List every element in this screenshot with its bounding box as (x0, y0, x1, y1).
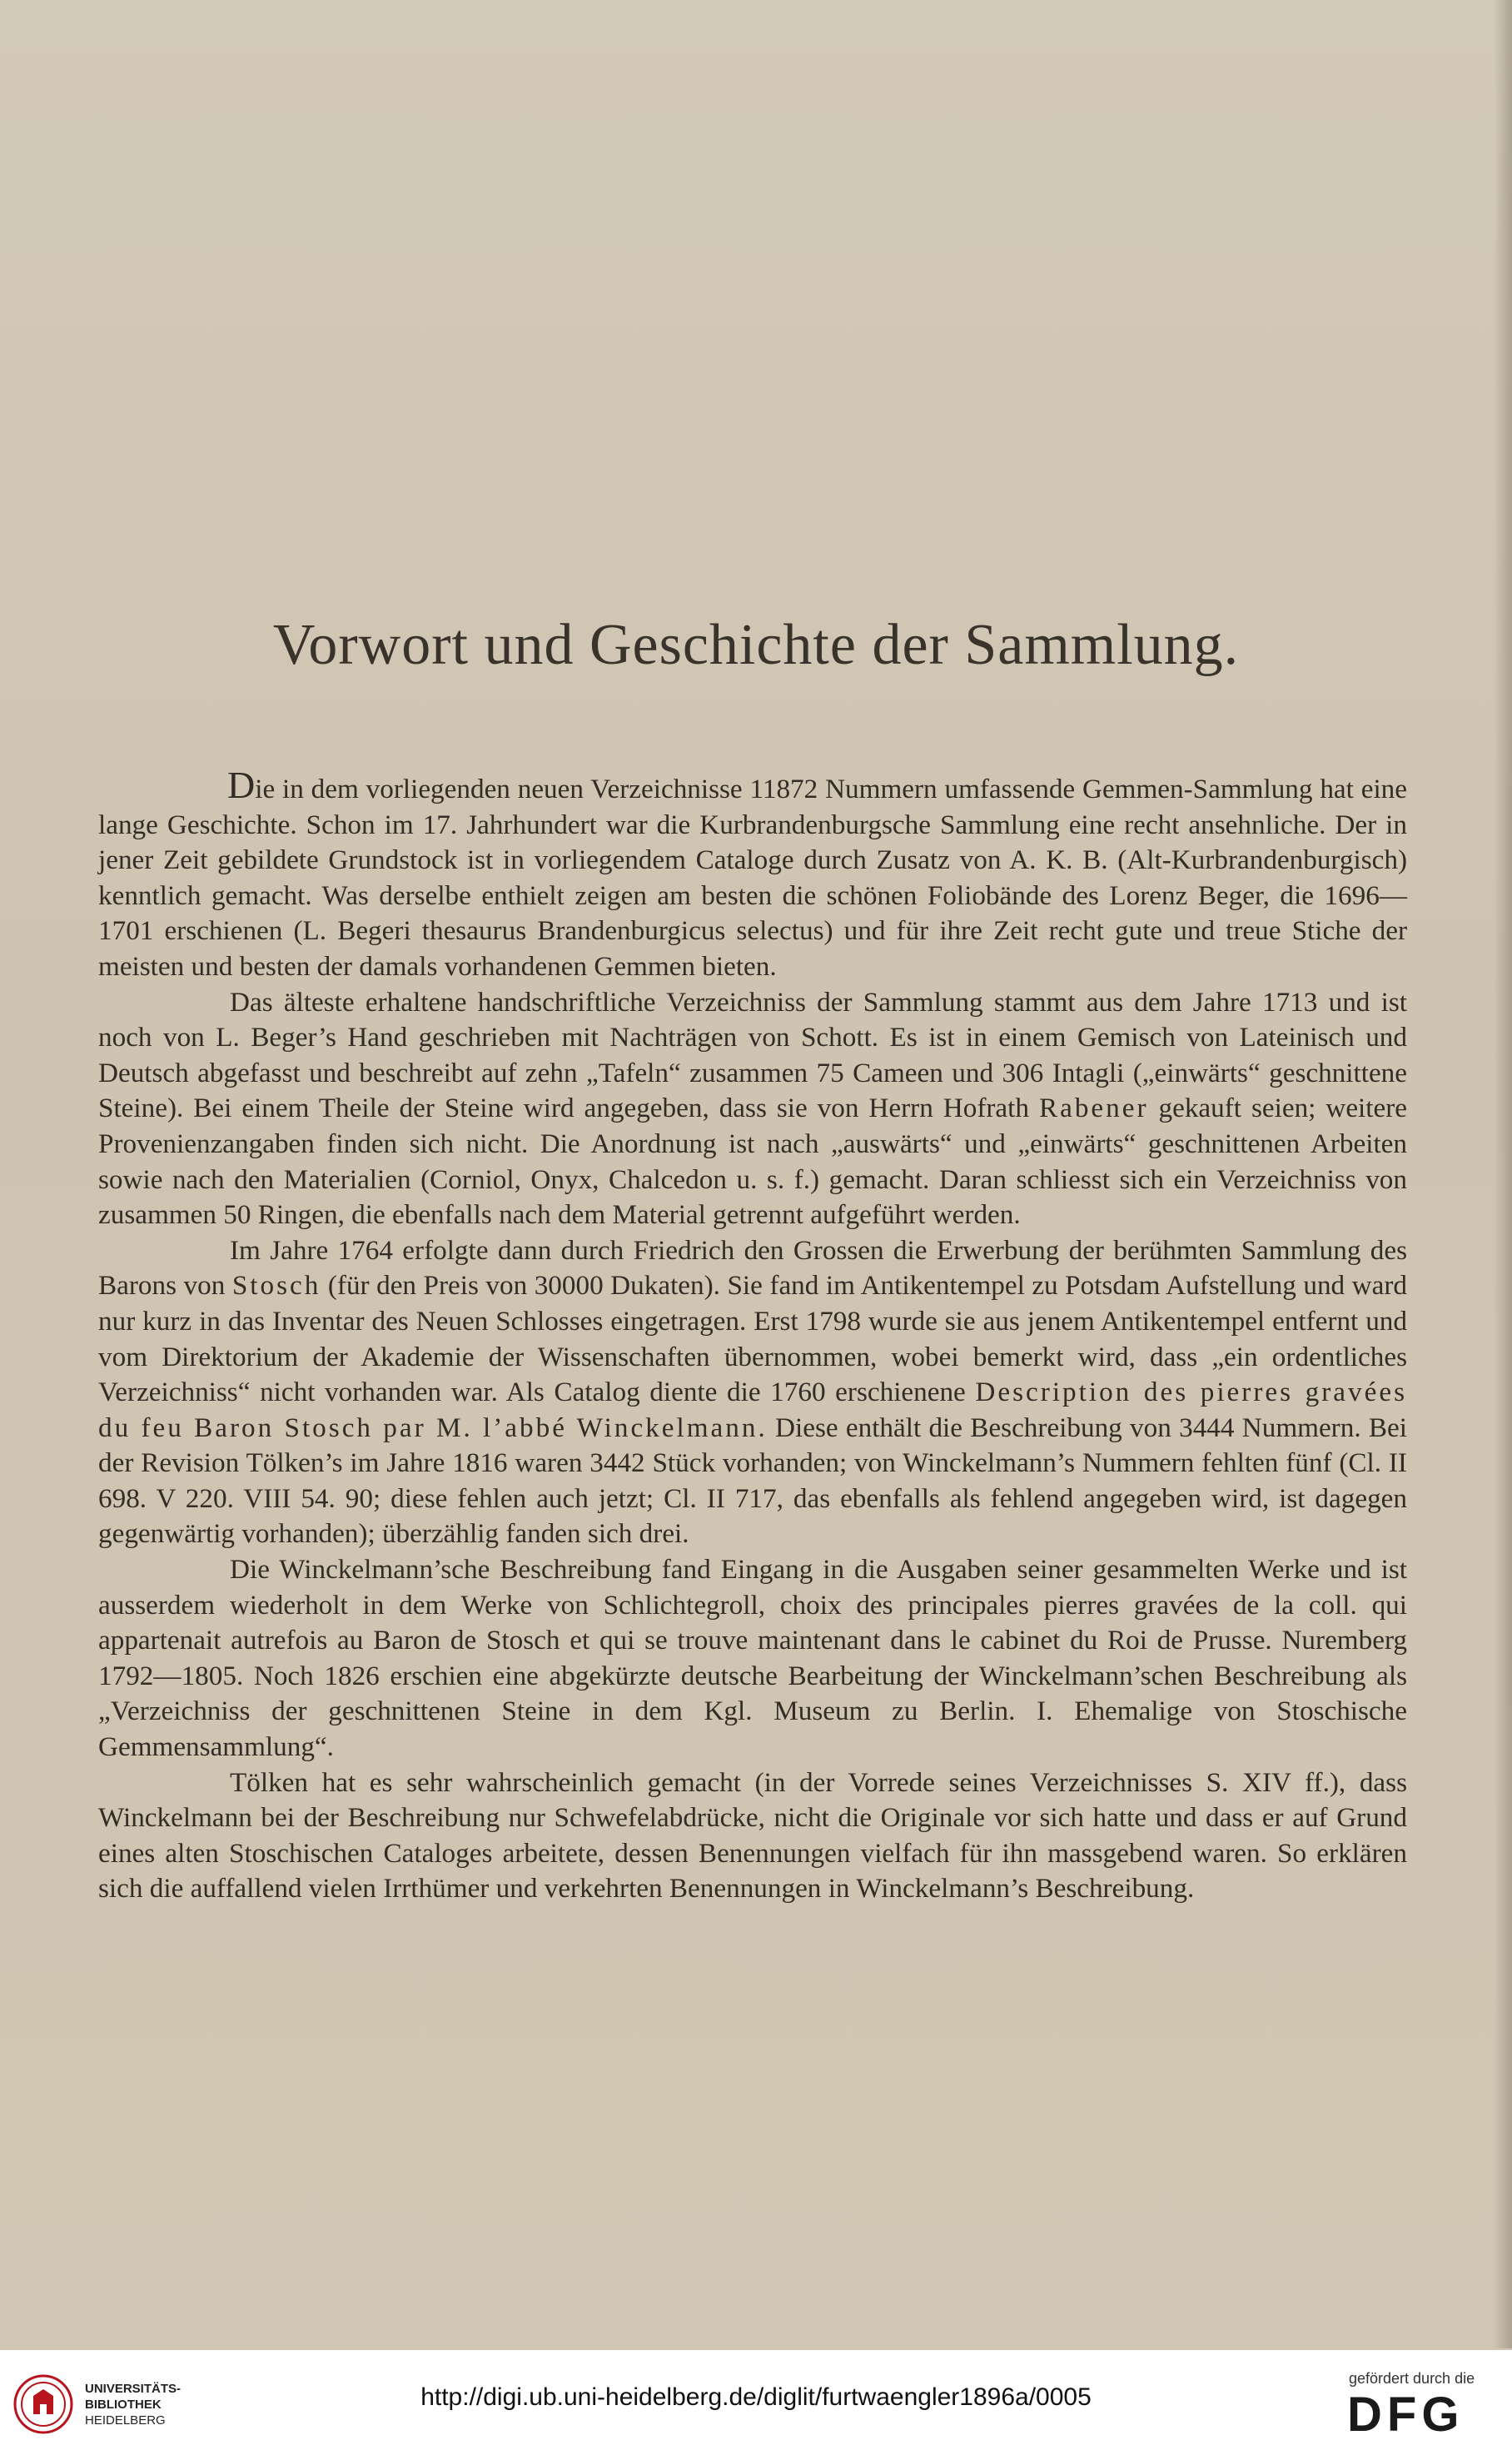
text-run: ie in dem vorliegenden neuen Verzeichnisse 11872 Nummern umfassende Gemmen-Sammlung hat eine lange Geschichte. Schon im 17. Jahrhundert war die Kurbrandenburgsche Sammlung eine recht ansehnliche. Der in jener Zeit gebildete Grundstock ist in vorliegendem Cataloge durch Zusatz von A. K. B. (Alt-Kurbrandenburgisch) kenntlich gemacht. Was derselbe enthielt zeigen am besten die schönen Foliobände des Lorenz Beger, die 1696—1701 erschienen (L. Begeri thesaurus Brandenburgicus selectus) und für ihre Zeit recht gute und treue Stiche der meisten und besten der damals vorhandenen Gemmen bieten. (98, 774, 1407, 982)
spaced-name: Stosch (231, 1270, 321, 1302)
text-run: Tölken hat es sehr wahrscheinlich gemacht (in der Vorrede seines Verzeichnisses S. XIV ff.), dass Winckelmann bei der Beschreibung nur Schwefelabdrücke, nicht die Originale vor sich hatte und dass er auf Grund eines alten Stoschischen Cataloges arbeitete, dessen Benennungen vielfach für ihn massgebend waren. So erklären sich die auffallend vielen Irrthümer und verkehrten Benennungen in Winckelmann’s Beschreibung. (98, 1766, 1407, 1905)
paragraph (98, 985, 1407, 1233)
paragraph (98, 1552, 1407, 1765)
page-title: Vorwort und Geschichte der Sammlung. (272, 613, 1240, 677)
spaced-name: Description des pierres gravées du feu Baron Stosch par M. l’abbé Winckelmann. (98, 1377, 1407, 1443)
text-run: Diese enthält die Beschreibung von 3444 Nummern. Bei der Revision Tölken’s im Jahre 1816 waren 3442 Stück vorhanden; von Winckelmann’s Nummern fehlten fünf (Cl. II 698. V 220. VIII 54. 90; diese fehlen auch jetzt; Cl. II 717, das ebenfalls als fehlend angegeben wird, ist dagegen gegenwärtig vorhanden); überzählig fanden sich drei. (98, 1412, 1407, 1550)
text-run: Die Winckelmann’sche Beschreibung fand Eingang in die Ausgaben seiner gesammelten Werke und ist ausserdem wiederholt in dem Werke von Schlichtegroll, choix des principales pierres gravées de la coll. qui appartenait autrefois au Baron de Stosch et qui se trouve maintenant dans le cabinet du Roi de Prusse. Nuremberg 1792—1805. Noch 1826 erschien eine abgekürzte deutsche Bearbeitung der Winckelmann’schen Beschreibung als „Verzeichniss der geschnittenen Steine in dem Kgl. Museum zu Berlin. I. Ehemalige von Stoschische Gemmensammlung“. (98, 1554, 1407, 1763)
text-run: Das älteste erhaltene handschriftliche Verzeichniss der Sammlung stammt aus dem Jahre 1713 und ist noch von L. Beger’s Hand geschrieben mit Nachträgen von Schott. Es ist in einem Gemisch von Lateinisch und Deutsch abgefasst und beschreibt auf zehn „Tafeln“ zusammen 75 Cameen und 306 Intagli („einwärts“ geschnittene Steine). Bei einem Theile der Steine wird angegeben, dass sie von Herrn Hofrath (98, 986, 1407, 1124)
paragraph (98, 1765, 1407, 1907)
library-line-2: BIBLIOTHEK (85, 2397, 162, 2412)
body-text (98, 766, 1407, 1907)
text-run: (für den Preis von 30000 Dukaten). Sie fand im Antikentempel zu Potsdam Aufstellung und ward nur kurz in das Inventar des Neuen Schlosses eingetragen. Erst 1798 wurde sie aus jenem Antikentempel entfernt und vom Direktorium der Akademie der Wissenschaften übernommen, wobei bemerkt wird, dass „ein ordentliches Verzeichniss“ nicht vorhanden war. Als Catalog diente die 1760 erschienene (98, 1270, 1407, 1408)
page-edge-shadow (1494, 0, 1512, 2348)
library-line-3: HEIDELBERG (85, 2413, 166, 2428)
text-run: Im Jahre 1764 erfolgte dann durch Friedrich den Grossen die Erwerbung der berühmten Sammlung des Barons von (98, 1234, 1407, 1302)
drop-cap: D (227, 764, 256, 806)
library-line-1: UNIVERSITÄTS- (85, 2381, 182, 2396)
source-url-link[interactable]: http://digi.ub.uni-heidelberg.de/diglit/furtwaengler1896a/0005 (420, 2383, 1092, 2411)
spaced-name: Rabener (1038, 1093, 1149, 1124)
paragraph (98, 1233, 1407, 1552)
funded-by-label: gefördert durch die (1349, 2370, 1475, 2387)
paragraph (98, 766, 1407, 985)
text-run: gekauft seien; weitere Provenienzangaben finden sich nicht. Die Anordnung ist nach „auswärts“ und „einwärts“ geschnittenen Arbeiten sowie nach den Materialien (Corniol, Onyx, Chalcedon u. s. f.) gemacht. Daran schliesst sich ein Verzeichniss von zusammen 50 Ringen, die ebenfalls nach dem Material getrennt aufgeführt werden. (98, 1093, 1408, 1231)
dfg-logo[interactable]: DFG (1347, 2388, 1465, 2442)
